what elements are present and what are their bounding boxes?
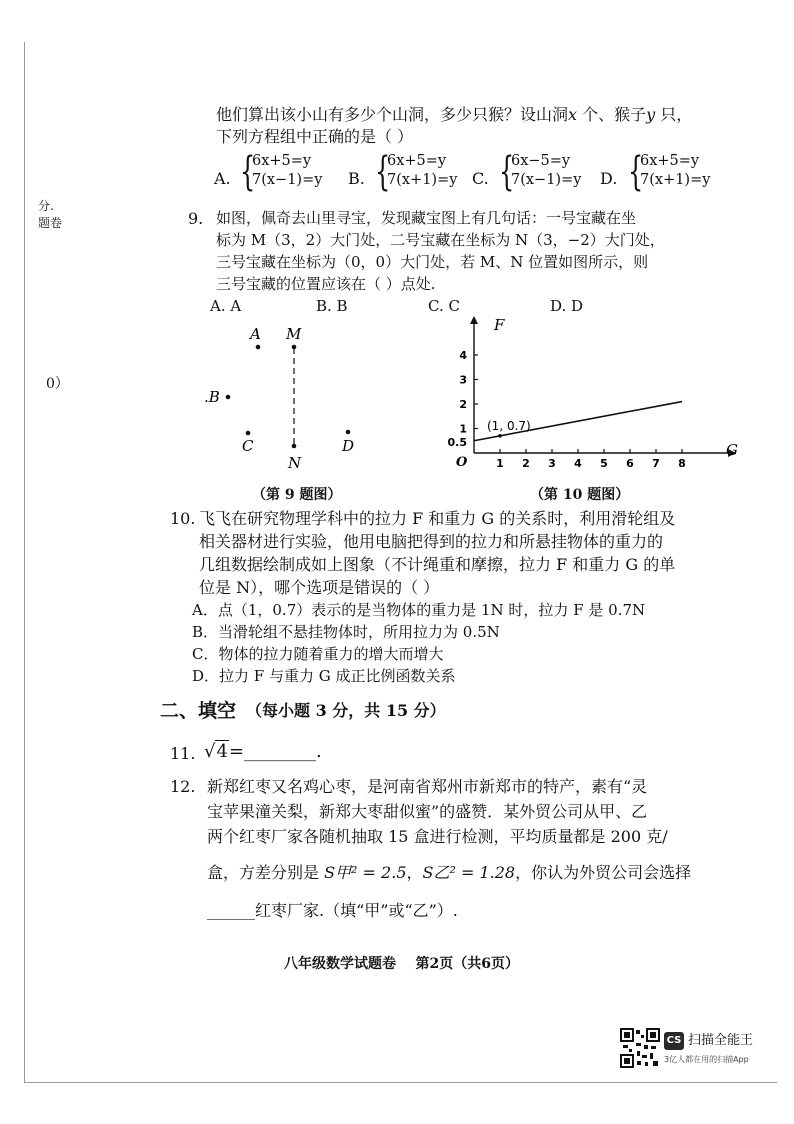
q9-option-d: D. D (550, 297, 584, 315)
margin-note-3: 0） (46, 376, 69, 392)
q9-label-m: M (286, 325, 302, 343)
q12-line3: 两个红枣厂家各随机抽取 15 盒进行检测，平均质量都是 200 克/ (207, 827, 668, 846)
q9-label-d: D (342, 437, 355, 455)
q8-option-d-system: 6x+5=y 7(x+1)=y (640, 153, 711, 188)
x-tick-label: 3 (548, 457, 556, 470)
marked-point (498, 434, 502, 438)
q8-option-a-system: 6x+5=y 7(x−1)=y (252, 153, 323, 188)
q8-option-d-label: D. (600, 169, 618, 188)
marked-point-label: (1, 0.7) (487, 418, 531, 433)
x-tick-label: 7 (652, 457, 660, 470)
section2-title: 二、填空 (160, 700, 237, 722)
stamp-name: 扫描全能王 (688, 1033, 754, 1048)
q10-line3: 几组数据绘制成如上图象（不计绳重和摩擦，拉力 F 和重力 G 的单 (199, 555, 676, 574)
x-tick-label: 4 (574, 457, 582, 470)
q12-line1: 新郑红枣又名鸡心枣，是河南省郑州市新郑市的特产，素有“灵 (207, 777, 648, 796)
q11-expression (204, 740, 322, 762)
q12-line5: ______红枣厂家.（填“甲”或“乙”）. (207, 901, 458, 920)
q8-option-b-label: B. (348, 169, 365, 188)
variance-yi: S乙² = 1.28 (422, 863, 516, 882)
q10-option-d: D．拉力 F 与重力 G 成正比例函数关系 (192, 667, 456, 685)
q9-point-m (292, 345, 297, 350)
q8-option-c-label: C. (472, 169, 489, 188)
q11-radicand: 4 (216, 741, 228, 762)
q9-point-b (226, 395, 231, 400)
variance-jia: S甲² = 2.5 (324, 863, 407, 882)
q8-option-c-system: 6x−5=y 7(x−1)=y (511, 153, 582, 188)
q8-option-a-label: A. (214, 169, 231, 188)
q10-caption: （第 10 题图） (530, 487, 630, 503)
x-tick-label: 2 (522, 457, 530, 470)
y-tick-label: 4 (459, 349, 467, 362)
q9-point-n (292, 444, 297, 449)
q10-line2: 相关器材进行实验，他用电脑把得到的拉力和所悬挂物体的重力的 (199, 532, 664, 551)
x-tick-label: 1 (496, 457, 504, 470)
y-tick-label: 2 (459, 398, 467, 411)
q9-point-a (256, 345, 261, 350)
q12-line4: 盒，方差分别是 S甲² = 2.5，S乙² = 1.28，你认为外贸公司会选择 (207, 863, 692, 882)
q8-option-c-brace: { (499, 149, 515, 195)
q10-line4: 位是 N），哪个选项是错误的（ ） (199, 578, 440, 597)
x-axis-label: G (726, 441, 738, 459)
q9-option-c: C. C (428, 297, 460, 315)
q9-point-c (246, 431, 251, 436)
q11-blank: =________. (228, 741, 322, 762)
x-tick-label: 6 (626, 457, 634, 470)
page-footer: 八年级数学试题卷 第2页（共6页） (284, 956, 519, 972)
q9-point-d (346, 430, 351, 435)
q9-option-b: B. B (316, 297, 348, 315)
q8-option-d-brace: { (628, 149, 644, 195)
q8-line2: 下列方程组中正确的是（ ） (216, 127, 414, 146)
q9-line1: 如图，佩奇去山里寻宝，发现藏宝图上有几句话：一号宝藏在坐 (216, 209, 637, 227)
q9-option-a: A. A (210, 297, 242, 315)
q9-label-a: A (250, 325, 261, 343)
q9-number: 9. (188, 209, 204, 228)
q10-line1: 飞飞在研究物理学科中的拉力 F 和重力 G 的关系时，利用滑轮组及 (199, 509, 676, 528)
y-intercept-label: 0.5 (447, 435, 467, 449)
margin-note-2: 题卷 (38, 216, 63, 230)
q9-caption: （第 9 题图） (252, 487, 342, 503)
margin-note-1: 分. (38, 199, 54, 213)
q9-figure (190, 320, 390, 480)
q10-number: 10. (170, 509, 196, 528)
camscanner-logo-icon: CS (664, 1032, 684, 1050)
y-tick-label: 3 (459, 373, 467, 387)
q8-option-b-brace: { (375, 149, 391, 195)
q9-label-c: C (242, 437, 254, 455)
q9-line2: 标为 M（3，2）大门处，二号宝藏在坐标为 N（3，−2）大门处， (216, 231, 665, 249)
x-tick-label: 8 (678, 457, 686, 470)
q10-option-a: A．点（1，0.7）表示的是当物体的重力是 1N 时，拉力 F 是 0.7N (192, 601, 646, 619)
origin-label: O (456, 455, 468, 470)
qr-code-icon (620, 1028, 660, 1068)
q12-line2: 宝苹果潼关梨，新郑大枣甜似蜜”的盛赞．某外贸公司从甲、乙 (207, 802, 648, 821)
q11-number: 11. (170, 744, 196, 763)
q10-chart (447, 312, 750, 472)
section2-note: （每小题 3 分，共 15 分） (246, 701, 446, 720)
stamp-subtitle: 3亿人都在用的扫描App (664, 1055, 749, 1064)
y-axis-arrow (470, 316, 478, 324)
q10-option-b: B．当滑轮组不悬挂物体时，所用拉力为 0.5N (192, 623, 500, 641)
q8-option-a-brace: { (240, 149, 256, 195)
q9-line3: 三号宝藏在坐标为（0，0）大门处，若 M、N 位置如图所示，则 (216, 253, 649, 271)
q9-label-n: N (288, 454, 302, 472)
y-axis-label: F (494, 316, 505, 334)
q8-line1: 他们算出该小山有多少个山洞，多少只猴？设山洞x 个、猴子y 只， (216, 105, 693, 124)
q12-number: 12. (170, 777, 196, 796)
y-tick-label: 1 (459, 422, 467, 436)
sqrt-symbol: √ (204, 741, 216, 762)
x-tick-label: 5 (600, 457, 608, 470)
q9-label-b: .B (204, 388, 220, 406)
q9-line4: 三号宝藏的位置应该在（ ）点处. (216, 275, 436, 293)
q8-option-b-system: 6x+5=y 7(x+1)=y (387, 153, 458, 188)
q10-option-c: C．物体的拉力随着重力的增大而增大 (192, 645, 444, 663)
